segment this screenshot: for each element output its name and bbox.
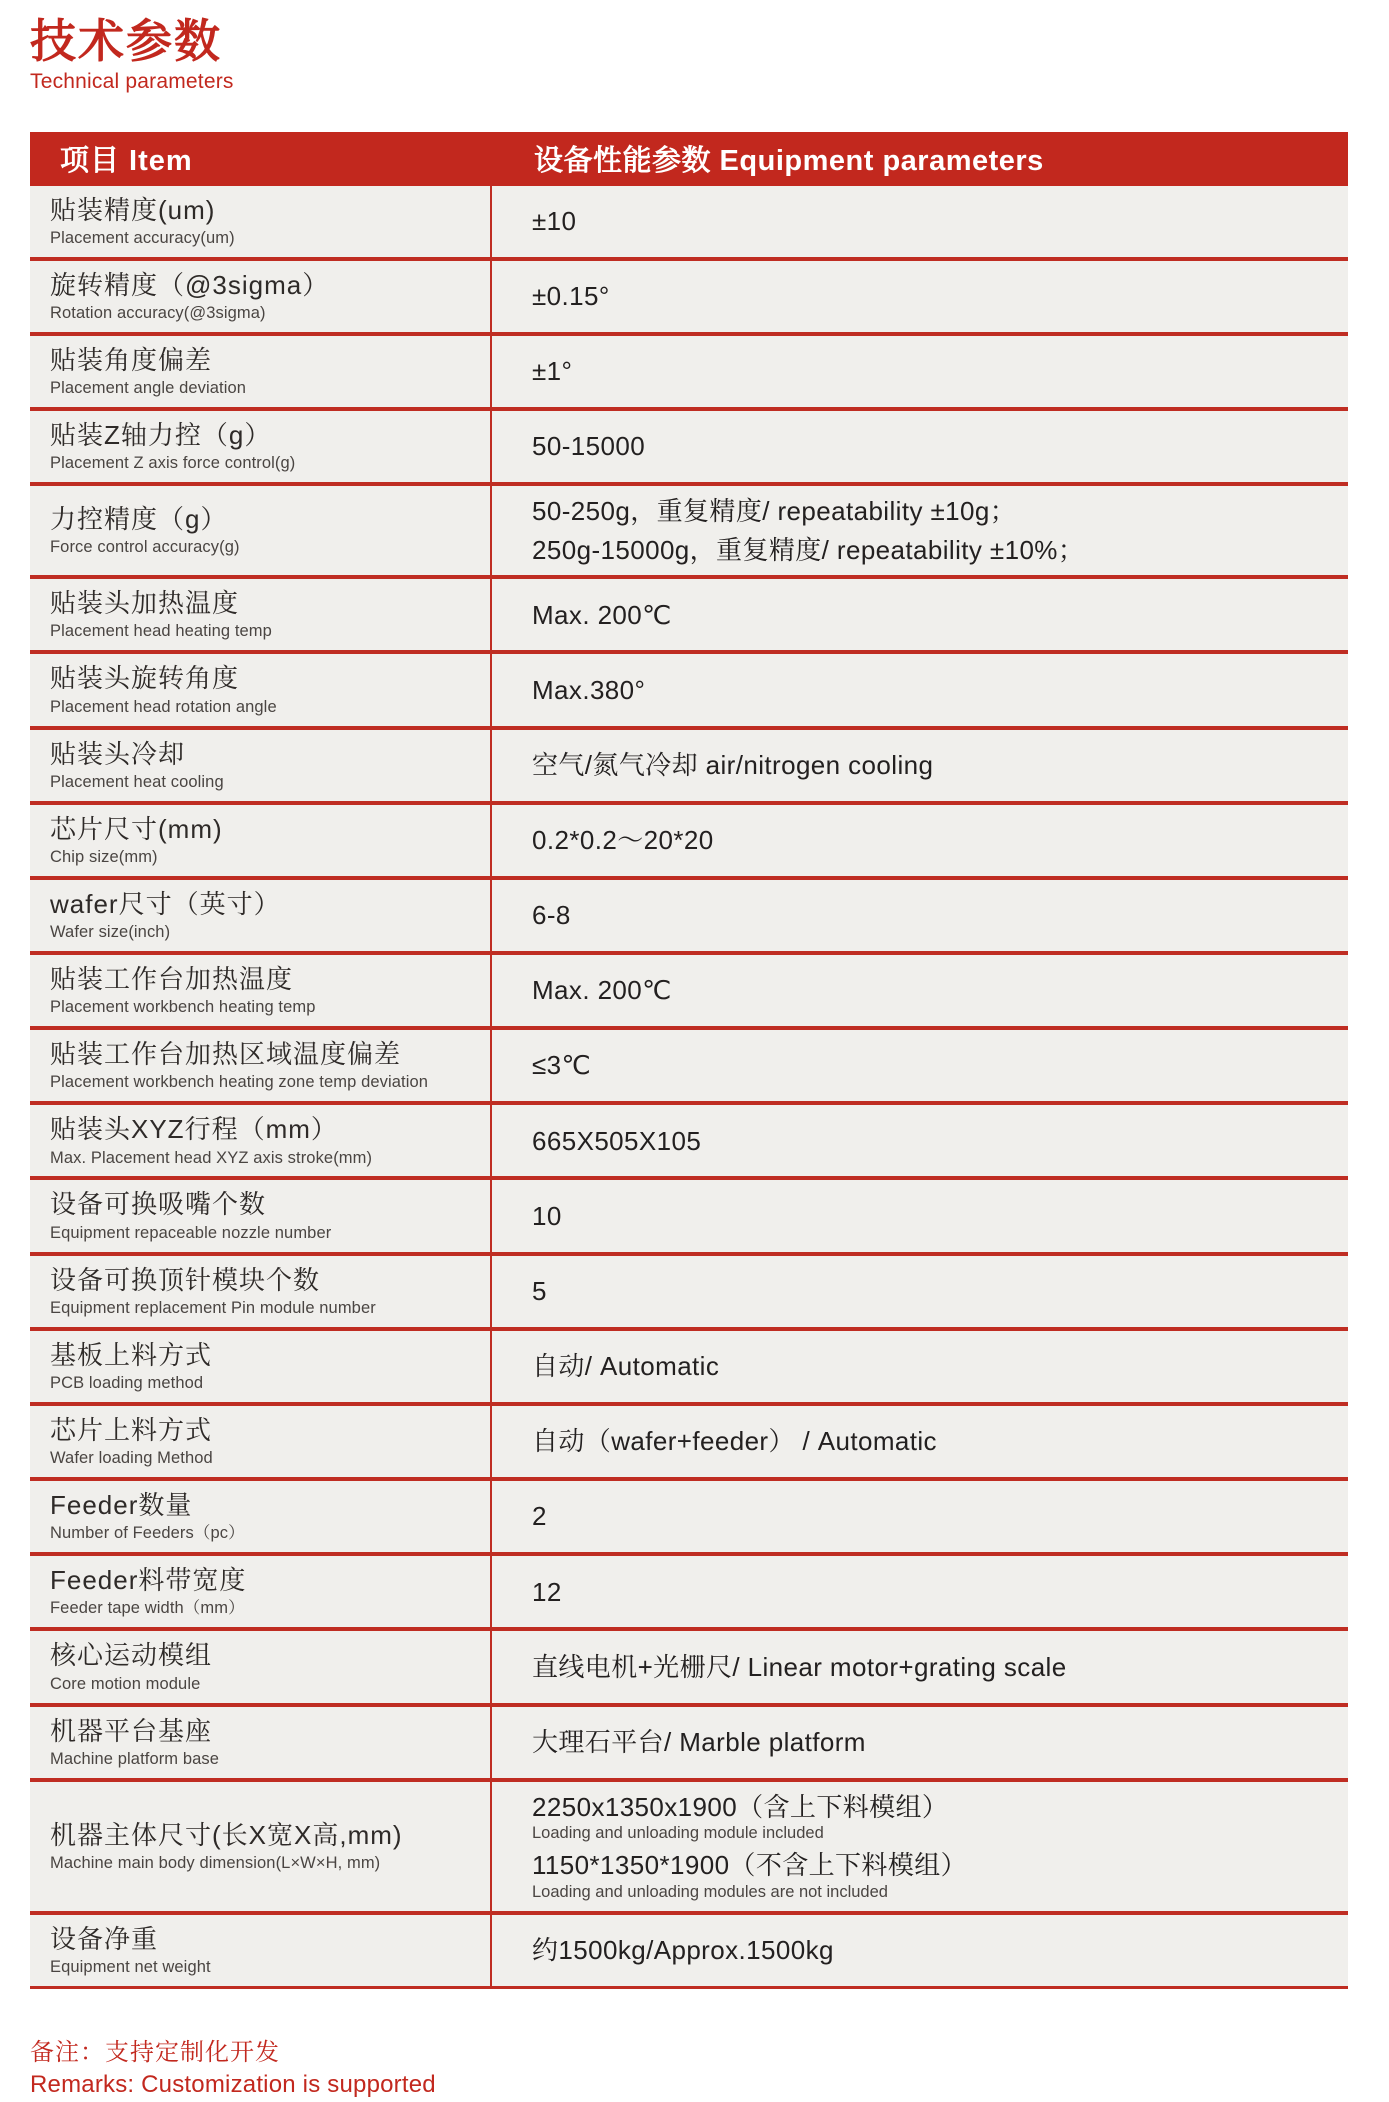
value-subtext: Loading and unloading modules are not included (532, 1882, 888, 1901)
row-label-cn: 贴装头冷却 (50, 738, 186, 769)
row-label-cn: 贴装精度(um) (50, 194, 216, 225)
row-label-cell (30, 1481, 490, 1552)
value-subtext: Loading and unloading module included (532, 1824, 824, 1843)
row-label-en: Placement angle deviation (50, 379, 247, 398)
row-label-cell (30, 1631, 490, 1702)
row-label-en: PCB loading method (50, 1373, 204, 1392)
row-label-cn: 设备可换顶针模块个数 (50, 1264, 321, 1295)
page-title-en: Technical parameters (30, 69, 234, 93)
row-value-cell (490, 1180, 1348, 1251)
row-label-en: Max. Placement head XYZ axis stroke(mm) (50, 1148, 373, 1167)
row-label-cn: Feeder数量 (50, 1490, 193, 1521)
table-row (30, 1481, 1348, 1552)
row-value-cell (490, 1406, 1348, 1477)
row-label-cell (30, 1406, 490, 1477)
value-text: 665X505X105 (532, 1125, 702, 1156)
value-text: 自动（wafer+feeder） / Automatic (532, 1426, 937, 1457)
row-value-cell (490, 336, 1348, 407)
row-label-cn: 基板上料方式 (50, 1339, 213, 1370)
value-text: 2 (532, 1501, 547, 1532)
table-row (30, 1331, 1348, 1402)
value-line (532, 1049, 1330, 1082)
table-row (30, 654, 1348, 725)
row-label-en: Feeder tape width（mm） (50, 1599, 245, 1618)
value-line (532, 280, 1330, 313)
table-row (30, 1915, 1348, 1986)
value-line (532, 1849, 1330, 1901)
table-row (30, 579, 1348, 650)
row-value-cell (490, 1915, 1348, 1986)
row-label-en: Number of Feeders（pc） (50, 1524, 245, 1543)
row-label-cell (30, 1331, 490, 1402)
table-row (30, 1707, 1348, 1778)
row-value-cell (490, 579, 1348, 650)
row-label-cn: 芯片尺寸(mm) (50, 813, 223, 844)
value-text: 2250x1350x1900（含上下料模组） (532, 1791, 949, 1822)
row-label-en: Force control accuracy(g) (50, 538, 240, 557)
row-label-en: Chip size(mm) (50, 847, 158, 866)
row-label-cell (30, 486, 490, 575)
page-title-cn: 技术参数 (30, 15, 222, 67)
row-value-cell (490, 261, 1348, 332)
row-value-cell (490, 1105, 1348, 1176)
value-text: 6-8 (532, 900, 571, 931)
table-row (30, 336, 1348, 407)
row-label-cn: 贴装头XYZ行程（mm） (50, 1114, 338, 1145)
value-text: 直线电机+光栅尺/ Linear motor+grating scale (532, 1651, 1067, 1682)
value-line (532, 1350, 1330, 1383)
value-text: 50-15000 (532, 431, 646, 462)
row-value-cell (490, 1030, 1348, 1101)
table-header (30, 132, 1348, 186)
row-label-en: Placement head rotation angle (50, 697, 277, 716)
row-value-cell (490, 805, 1348, 876)
value-line (532, 1726, 1330, 1759)
row-label-cn: 贴装角度偏差 (50, 344, 213, 375)
value-text: ≤3℃ (532, 1050, 592, 1081)
row-label-cell (30, 880, 490, 951)
row-label-cell (30, 336, 490, 407)
value-line (532, 1576, 1330, 1609)
row-label-cn: 贴装工作台加热区域温度偏差 (50, 1039, 402, 1070)
value-line (532, 1500, 1330, 1533)
technical-parameters-table (30, 132, 1348, 1989)
row-label-cn: 机器平台基座 (50, 1715, 213, 1746)
value-text: Max. 200℃ (532, 975, 672, 1006)
row-label-en: Placement workbench heating temp (50, 998, 316, 1017)
row-label-cn: 设备可换吸嘴个数 (50, 1189, 267, 1220)
value-text: 5 (532, 1275, 547, 1306)
value-text: 50-250g，重复精度/ repeatability ±10g； (532, 496, 1017, 527)
row-label-cn: 贴装头加热温度 (50, 588, 240, 619)
table-row (30, 1256, 1348, 1327)
table-row (30, 1556, 1348, 1627)
row-label-en: Rotation accuracy(@3sigma) (50, 303, 266, 322)
value-text: Max. 200℃ (532, 599, 672, 630)
row-value-cell (490, 486, 1348, 575)
value-line (532, 1125, 1330, 1158)
row-value-cell (490, 1631, 1348, 1702)
row-label-cell (30, 730, 490, 801)
remark-cn: 备注：支持定制化开发 (30, 2038, 280, 2066)
row-label-en: Machine platform base (50, 1749, 220, 1768)
value-line (532, 355, 1330, 388)
row-label-cell (30, 1915, 490, 1986)
header-item-column: 项目 Item (60, 145, 193, 178)
value-text: 约1500kg/Approx.1500kg (532, 1934, 834, 1965)
table-row (30, 1406, 1348, 1477)
row-label-cell (30, 579, 490, 650)
row-label-cell (30, 805, 490, 876)
row-label-en: Wafer loading Method (50, 1449, 213, 1468)
table-row (30, 730, 1348, 801)
value-text: 大理石平台/ Marble platform (532, 1726, 866, 1757)
value-line (532, 674, 1330, 707)
table-row (30, 1030, 1348, 1101)
value-line (532, 1275, 1330, 1308)
row-label-en: Equipment net weight (50, 1957, 211, 1976)
value-text: 250g-15000g，重复精度/ repeatability ±10%； (532, 534, 1085, 565)
value-line (532, 430, 1330, 463)
row-label-cell (30, 411, 490, 482)
value-text: 空气/氮气冷却 air/nitrogen cooling (532, 749, 934, 780)
row-label-en: Machine main body dimension(L×W×H, mm) (50, 1853, 381, 1872)
row-label-cell (30, 1030, 490, 1101)
row-label-cn: 贴装Z轴力控（g） (50, 420, 272, 451)
row-value-cell (490, 654, 1348, 725)
row-label-cell (30, 1707, 490, 1778)
value-line (532, 1425, 1330, 1458)
row-label-en: Equipment repaceable nozzle number (50, 1223, 332, 1242)
table-row (30, 186, 1348, 257)
table-body (30, 186, 1348, 1989)
row-label-cell (30, 1180, 490, 1251)
row-value-cell (490, 1556, 1348, 1627)
row-label-cn: 机器主体尺寸(长X宽X高,mm) (50, 1819, 403, 1850)
row-label-cell (30, 955, 490, 1026)
row-value-cell (490, 186, 1348, 257)
value-text: ±0.15° (532, 281, 610, 312)
row-label-cell (30, 654, 490, 725)
row-label-en: Equipment replacement Pin module number (50, 1298, 376, 1317)
row-label-en: Wafer size(inch) (50, 923, 171, 942)
row-value-cell (490, 1707, 1348, 1778)
value-line (532, 974, 1330, 1007)
row-label-cn: 芯片上料方式 (50, 1414, 213, 1445)
value-line (532, 824, 1330, 857)
row-label-en: Placement Z axis force control(g) (50, 454, 296, 473)
row-label-cn: 核心运动模组 (50, 1640, 213, 1671)
value-line (532, 1791, 1330, 1843)
remark-en: Remarks: Customization is supported (30, 2071, 436, 2099)
row-value-cell (490, 955, 1348, 1026)
row-label-en: Placement heat cooling (50, 772, 224, 791)
row-value-cell (490, 1481, 1348, 1552)
value-line (532, 534, 1330, 567)
page-title (30, 16, 1348, 94)
value-text: 自动/ Automatic (532, 1351, 720, 1382)
row-label-cell (30, 1256, 490, 1327)
remarks (30, 2037, 1348, 2102)
value-text: ±10 (532, 205, 577, 236)
row-value-cell (490, 1256, 1348, 1327)
row-label-cell (30, 1556, 490, 1627)
row-label-cn: Feeder料带宽度 (50, 1565, 247, 1596)
value-line (532, 899, 1330, 932)
table-row (30, 955, 1348, 1026)
table-row (30, 880, 1348, 951)
value-text: 1150*1350*1900（不含上下料模组） (532, 1850, 968, 1881)
row-label-en: Placement accuracy(um) (50, 228, 235, 247)
table-row (30, 261, 1348, 332)
table-row (30, 1180, 1348, 1251)
row-label-cn: 旋转精度（@3sigma） (50, 269, 330, 300)
row-label-en: Placement head heating temp (50, 622, 272, 641)
row-value-cell (490, 730, 1348, 801)
value-text: 0.2*0.2～20*20 (532, 825, 714, 856)
value-line (532, 749, 1330, 782)
row-label-cn: 贴装头旋转角度 (50, 663, 240, 694)
value-line (532, 205, 1330, 238)
value-line (532, 1651, 1330, 1684)
row-label-cell (30, 186, 490, 257)
value-line (532, 599, 1330, 632)
row-label-cn: 力控精度（g） (50, 504, 228, 535)
value-text: 10 (532, 1200, 562, 1231)
table-row (30, 1782, 1348, 1911)
value-text: ±1° (532, 356, 573, 387)
row-label-cell (30, 1105, 490, 1176)
value-line (532, 1934, 1330, 1967)
row-label-cn: 贴装工作台加热温度 (50, 964, 294, 994)
row-label-cn: 设备净重 (50, 1923, 159, 1954)
header-parameters-column: 设备性能参数 Equipment parameters (534, 145, 1044, 178)
value-text: 12 (532, 1576, 562, 1607)
row-label-en: Core motion module (50, 1674, 201, 1693)
row-label-cell (30, 1782, 490, 1911)
table-row (30, 1631, 1348, 1702)
table-row (30, 805, 1348, 876)
value-text: Max.380° (532, 674, 646, 705)
value-line (532, 495, 1330, 528)
row-value-cell (490, 1782, 1348, 1911)
row-label-en: Placement workbench heating zone temp deviation (50, 1073, 429, 1092)
table-row (30, 1105, 1348, 1176)
table-row (30, 486, 1348, 575)
row-value-cell (490, 1331, 1348, 1402)
row-value-cell (490, 880, 1348, 951)
row-label-cell (30, 261, 490, 332)
table-row (30, 411, 1348, 482)
value-line (532, 1200, 1330, 1233)
row-value-cell (490, 411, 1348, 482)
row-label-cn: wafer尺寸（英寸） (50, 888, 281, 919)
